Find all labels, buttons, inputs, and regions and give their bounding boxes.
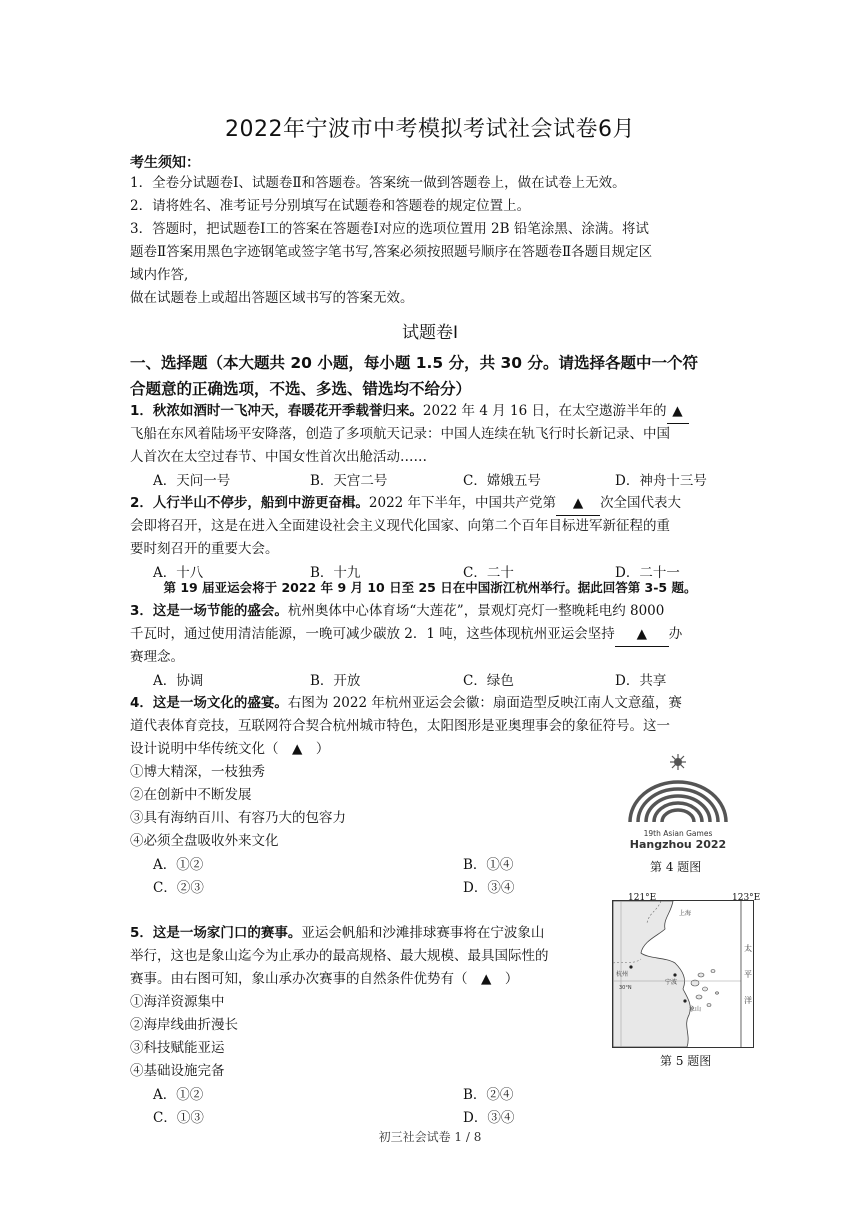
q1-line3: 人首次在太空过春节、中国女性首次出舱活动…… bbox=[130, 449, 427, 465]
q1-option-b[interactable]: B．天宫二号 bbox=[310, 473, 388, 489]
q5-figure-caption: 第 5 题图 bbox=[660, 1054, 712, 1068]
q4-option-c[interactable]: C．②③ bbox=[153, 880, 204, 896]
notice-heading: 考生须知： bbox=[130, 155, 200, 171]
q2-option-c[interactable]: C．二十 bbox=[463, 565, 514, 581]
page-title: 2022年宁波市中考模拟考试社会试卷6月 bbox=[225, 117, 635, 142]
q1-text: 2022 年 4 月 16 日，在太空遨游半年的 bbox=[422, 403, 667, 419]
map-label-lat: 30°N bbox=[619, 985, 632, 991]
notice-line-5: 域内作答, bbox=[130, 267, 189, 283]
q5-option-c[interactable]: C．①③ bbox=[153, 1110, 204, 1126]
q5-options-row2 bbox=[153, 1106, 743, 1128]
map-label-shanghai: 上海 bbox=[679, 910, 692, 917]
page-footer: 初三社会试卷 1 / 8 bbox=[378, 1130, 482, 1144]
q3-line1 bbox=[130, 600, 735, 623]
q3-blank: ▲ bbox=[615, 623, 669, 647]
q1-options bbox=[153, 469, 743, 491]
q5-options-row1 bbox=[153, 1083, 743, 1105]
q5-option-b[interactable]: B．②④ bbox=[463, 1087, 514, 1103]
q2-option-b[interactable]: B．十九 bbox=[310, 565, 361, 581]
q5-line3: 赛事。由右图可知，象山承办次赛事的自然条件优势有（ ▲ ） bbox=[130, 971, 519, 987]
q2-option-a[interactable]: A．十八 bbox=[153, 565, 204, 581]
map-sea-char-2: 平 bbox=[744, 970, 752, 979]
xiangshan-map bbox=[612, 900, 754, 1048]
q4-item-4: ④必须全盘吸收外来文化 bbox=[130, 833, 279, 849]
part1-heading-line1: 一、选择题（本大题共 20 小题，每小题 1.5 分，共 30 分。请选择各题中一个符 bbox=[130, 354, 698, 372]
map-label-hangzhou: 杭州 bbox=[616, 971, 629, 978]
q5-item-3: ③科技赋能亚运 bbox=[130, 1040, 225, 1056]
q3-option-a[interactable]: A．协调 bbox=[153, 673, 204, 689]
asian-games-logo bbox=[618, 752, 738, 852]
q4-item-2: ②在创新中不断发展 bbox=[130, 787, 252, 803]
q4-figure-caption: 第 4 题图 bbox=[650, 860, 702, 874]
q2-line2: 会即将召开，这是在进入全面建设社会主义现代化国家、向第二个百年目标进军新征程的重 bbox=[130, 518, 670, 534]
q1-line1 bbox=[130, 400, 735, 424]
q4-option-a[interactable]: A．①② bbox=[153, 857, 204, 873]
q5-text: 亚运会帆船和沙滩排球赛事将在宁波象山 bbox=[301, 925, 545, 941]
map-sea-char-3: 洋 bbox=[744, 996, 752, 1005]
q4-line2: 道代表体育竞技，互联网符合契合杭州城市特色，太阳图形是亚奥理事会的象征符号。这一 bbox=[130, 718, 670, 734]
q5-item-1: ①海洋资源集中 bbox=[130, 994, 225, 1010]
q2-line3: 要时刻召开的重要大会。 bbox=[130, 541, 279, 557]
asian-games-emblem-icon bbox=[618, 752, 738, 852]
q4-item-3: ③具有海纳百川、有容乃大的包容力 bbox=[130, 810, 346, 826]
q3-lead: 3．这是一场节能的盛会。 bbox=[130, 603, 288, 619]
q5-item-2: ②海岸线曲折漫长 bbox=[130, 1017, 238, 1033]
q3-option-d[interactable]: D．共享 bbox=[615, 673, 667, 689]
map-sea-char-1: 太 bbox=[744, 944, 752, 953]
part1-heading-line2: 合题意的正确选项，不选、多选、错选均不给分） bbox=[130, 380, 472, 398]
section-title: 试题卷Ⅰ bbox=[401, 323, 458, 343]
q2-text: 2022 年下半年，中国共产党第 bbox=[368, 495, 557, 511]
logo-text-line1: 19th Asian Games bbox=[643, 829, 713, 838]
map-label-ningbo: 宁波 bbox=[665, 979, 678, 986]
q4-option-b[interactable]: B．①④ bbox=[463, 857, 514, 873]
notice-line-3: 3．答题时，把试题卷Ⅰ工的答案在答题卷Ⅰ对应的选项位置用 2B 铅笔涂黑、涂满。将试 bbox=[130, 221, 649, 237]
q3-option-c[interactable]: C．绿色 bbox=[463, 673, 514, 689]
map-label-xiangshan: 象山 bbox=[689, 1006, 702, 1013]
q5-item-4: ④基础设施完备 bbox=[130, 1063, 225, 1079]
q3-text-2: 千瓦时，通过使用清洁能源，一晚可减少碳放 2．1 吨，这些体现杭州亚运会坚持 bbox=[130, 626, 615, 642]
q5-option-a[interactable]: A．①② bbox=[153, 1087, 204, 1103]
q4-line3: 设计说明中华传统文化（ ▲ ） bbox=[130, 741, 330, 757]
regional-map-figure bbox=[613, 901, 753, 1047]
q1-blank: ▲ bbox=[667, 400, 689, 424]
q5-lead: 5．这是一场家门口的赛事。 bbox=[130, 925, 302, 941]
q2-option-d[interactable]: D．二十一 bbox=[615, 565, 680, 581]
q5-option-d[interactable]: D．③④ bbox=[463, 1110, 515, 1126]
q4-option-d[interactable]: D．③④ bbox=[463, 880, 515, 896]
q3-options bbox=[153, 669, 743, 691]
q3-line2 bbox=[130, 623, 735, 647]
q1-option-c[interactable]: C．嫦娥五号 bbox=[463, 473, 541, 489]
q3-text: 杭州奥体中心体育场“大莲花”，景观灯亮灯一整晚耗电约 8000 bbox=[287, 603, 665, 619]
q1-option-a[interactable]: A．天问一号 bbox=[153, 473, 231, 489]
q2-text-tail: 次全国代表大 bbox=[600, 495, 682, 511]
q2-lead: 2．人行半山不停步，船到中游更奋楫。 bbox=[130, 495, 369, 511]
q5-line2: 举行，这也是象山迄今为止承办的最高规格、最大规模、最具国际性的 bbox=[130, 948, 549, 964]
notice-line-2: 2．请将姓名、准考证号分别填写在试题卷和答题卷的规定位置上。 bbox=[130, 198, 531, 214]
group-note: 第 19 届亚运会将于 2022 年 9 月 10 日至 25 日在中国浙江杭州举行。据此回答第 3-5 题。 bbox=[163, 580, 697, 595]
q2-line1 bbox=[130, 492, 735, 516]
q2-blank: ▲ bbox=[556, 492, 600, 516]
q3-line3: 赛理念。 bbox=[130, 649, 184, 665]
q1-lead: 1．秋浓如酒时一飞冲天，春暖花开季载誉归来。 bbox=[130, 403, 423, 419]
q4-text: 右图为 2022 年杭州亚运会会徽：扇面造型反映江南人文意蕴，赛 bbox=[287, 695, 682, 711]
q4-lead: 4．这是一场文化的盛宴。 bbox=[130, 695, 288, 711]
q1-line2: 飞船在东风着陆场平安降落，创造了多项航天记录：中国人连续在轨飞行时长新记录、中国 bbox=[130, 426, 670, 442]
q1-option-d[interactable]: D．神舟十三号 bbox=[615, 473, 707, 489]
notice-line-4: 题卷Ⅱ答案用黑色字迹钢笔或签字笔书写,答案必须按照题号顺序在答题卷Ⅱ各题目规定区 bbox=[130, 244, 653, 260]
q3-text-tail: 办 bbox=[668, 626, 683, 642]
q4-line1 bbox=[130, 692, 735, 715]
notice-line-1: 1．全卷分试题卷Ⅰ、试题卷Ⅱ和答题卷。答案统一做到答题卷上，做在试卷上无效。 bbox=[130, 175, 626, 191]
map-label-lon1: 121°E bbox=[628, 893, 657, 903]
notice-line-6: 做在试题卷上或超出答题区域书写的答案无效。 bbox=[130, 290, 414, 306]
q3-option-b[interactable]: B．开放 bbox=[310, 673, 361, 689]
map-label-lon2: 123°E bbox=[732, 893, 761, 903]
q4-item-1: ①博大精深，一枝独秀 bbox=[130, 764, 265, 780]
logo-text-line2: Hangzhou 2022 bbox=[629, 838, 727, 851]
